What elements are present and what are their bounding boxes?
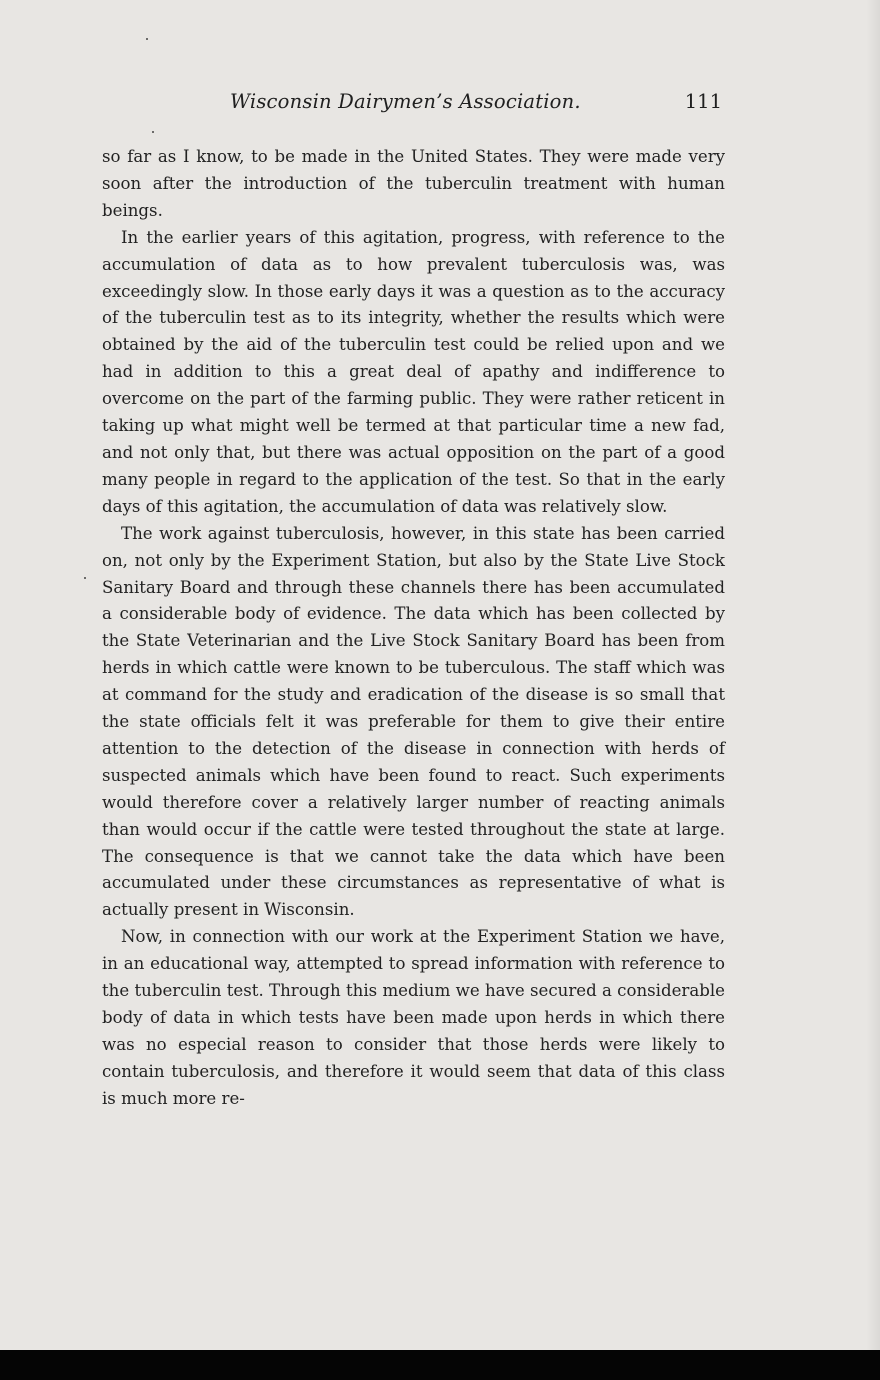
paragraph: In the earlier years of this agitation, progress, with reference to the accumulation of data as to how prevalent tuberculosis was, was exceedingly slow. In those early days it was a question as to the accuracy of the tuberculin test as to its integrity, whether the results which were obtained by the aid of the tuberculin test could be relied upon and we had in addition to this a great deal of apathy and indifference to overcome on the part of the farming public. They were rather reticent in taking up what might well be termed at that particular time a new fad, and not only that, but there was actual opposition on the part of a good many people in regard to the application of the test. So that in the early days of this agitation, the accumulation of data was relatively slow. <box>102 227 725 516</box>
print-speck <box>84 577 86 579</box>
print-speck <box>152 131 154 133</box>
running-title: Wisconsin Dairymen’s Association. <box>230 90 581 113</box>
paragraph: Now, in connection with our work at the Experiment Station we have, in an educational way, attempted to spread information with reference to the tuberculin test. Through this medium we have secured a considerable body of data in which tests have been made upon herds in which there was no especial reason to consider that those herds were likely to contain tuberculosis, and therefore it would seem that data of this class is much more re- <box>102 927 725 1108</box>
scan-bottom-border <box>0 1350 880 1380</box>
paragraph-continued: so far as I know, to be made in the United States. They were made very soon after the introduction of the tuberculin treatment with human beings. <box>102 147 725 220</box>
page-edge-shadow <box>866 0 880 1350</box>
paragraph: The work against tuberculosis, however, in this state has been carried on, not only by the Experiment Station, but also by the State Live Stock Sanitary Board and through these channels there has been accumulated a considerable body of evidence. The data which has been collected by the State Veterinarian and the Live Stock Sanitary Board has been from herds in which cattle were known to be tuberculous. The staff which was at command for the study and eradication of the disease is so small that the state officials felt it was preferable for them to give their entire attention to the detection of the disease in connection with herds of suspected animals which have been found to react. Such experiments would therefore cover a relatively larger number of reacting animals than would occur if the cattle were tested throughout the state at large. The consequence is that we cannot take the data which have been accumulated under these circumstances as representative of what is actually present in Wisconsin. <box>102 523 725 920</box>
page-header <box>100 90 728 120</box>
body-text <box>102 144 725 1113</box>
page-number: 111 <box>684 90 722 113</box>
print-speck <box>146 38 148 40</box>
